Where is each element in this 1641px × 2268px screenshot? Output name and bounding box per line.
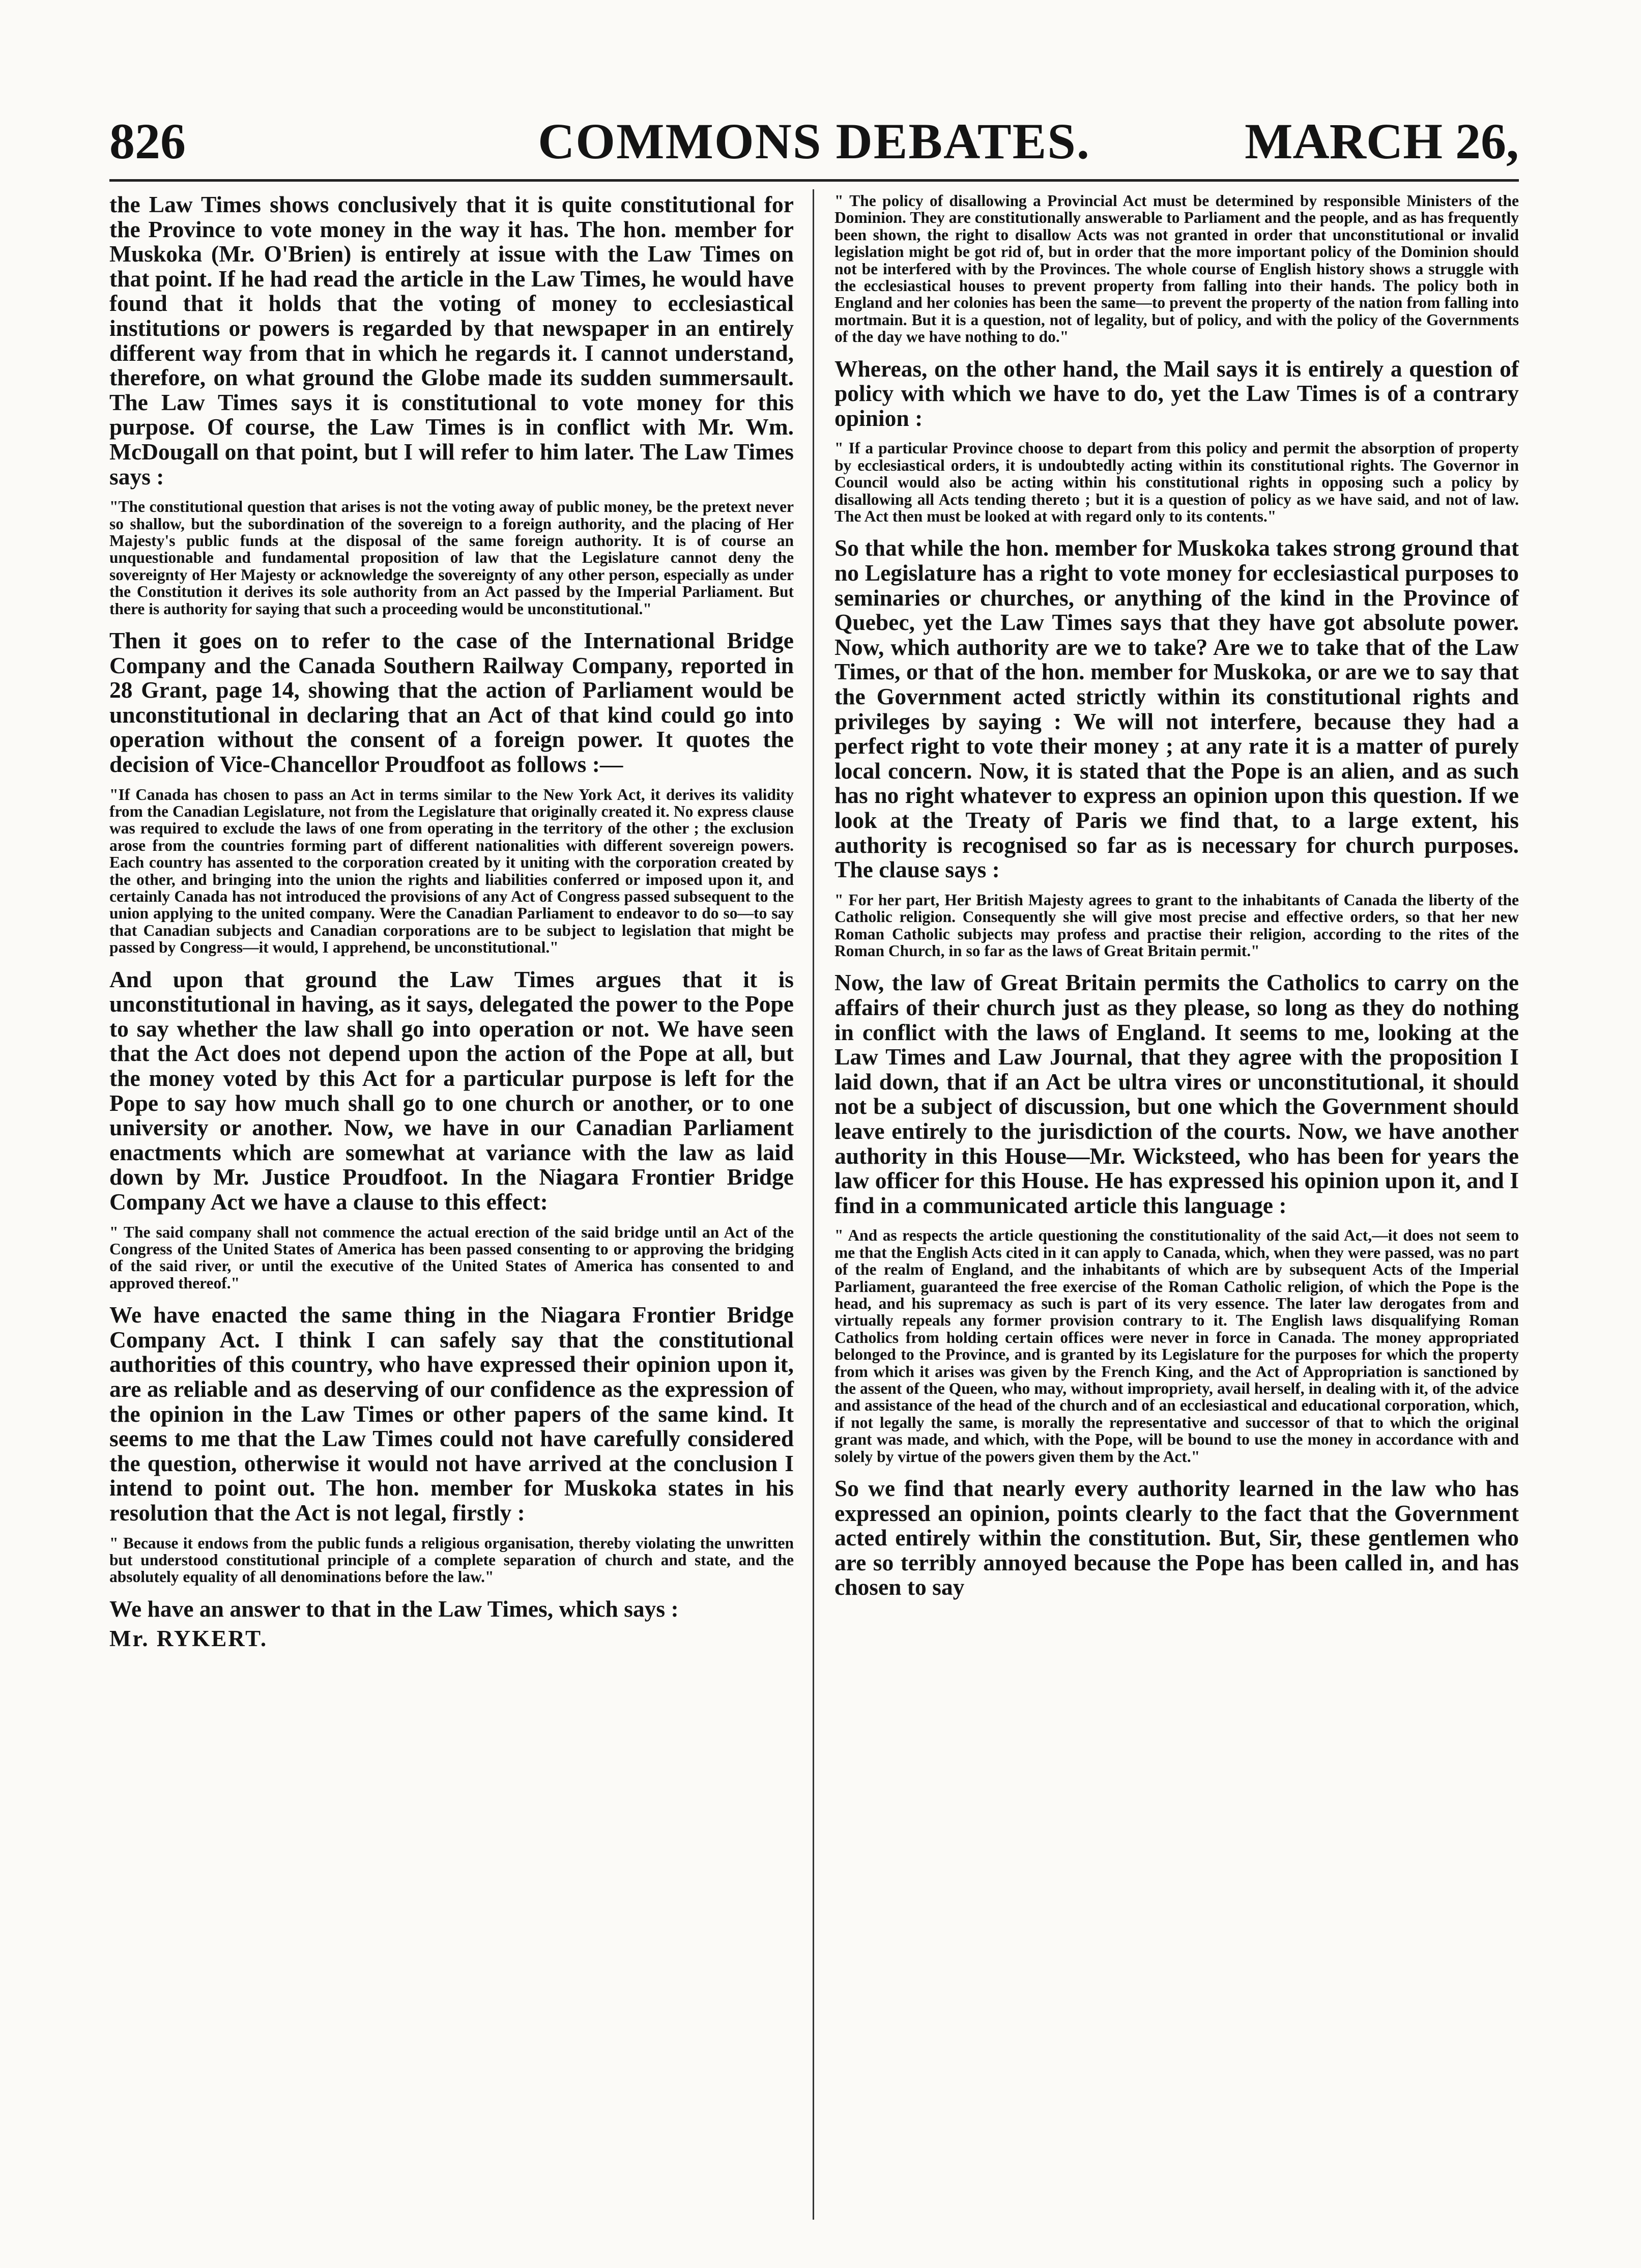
paragraph: Now, the law of Great Britain permits the Catholics to carry on the affairs of their church just as they please, so long as they do nothing in conflict with the laws of England. It seems to me, looking at the Law Times and Law Journal, that they agree with the proposition I laid down, that if an Act be ultra vires or unconstitutional, it should not be a subject of discussion, but one which the Government should leave entirely to the jurisdiction of the courts. Now, we have another authority in this House—Mr. Wicksteed, who has been for years the law officer for this House. He has expressed his opinion upon it, and I find in a communicated article this language :	[834, 969, 1519, 1218]
page-number: 826	[109, 113, 186, 169]
page-date: MARCH 26,	[1245, 113, 1519, 169]
paragraph: Whereas, on the other hand, the Mail says it is entirely a question of policy with which we have to do, yet the Law Times is of a contrary opinion :	[834, 355, 1519, 431]
publication-title: COMMONS DEBATES.	[538, 113, 1090, 169]
paragraph: Then it goes on to refer to the case of the International Bridge Company and the Canada Southern Railway Company, reported in 28 Grant, page 14, showing that the action of Parliament would be unconstitutional in declaring that an Act of that kind could go into operation without the consent of a foreign power. It quotes the decision of Vice-Chancellor Proudfoot as follows :—	[109, 627, 794, 777]
block-quote: " If a particular Province choose to depart from this policy and permit the absorption of property by ecclesiastical orders, it is undoubtedly acting within its constitutional rights. The Governor in Council would also be acting within his constitutional rights in opposing such a policy by disallowing all Acts tending thereto ; but it is a question of policy as we have said, and not of law. The Act then must be looked at with regard only to its contents."	[834, 439, 1519, 526]
paragraph: the Law Times shows conclusively that it is quite constitutional for the Province to vote money in the way it has. The hon. member for Muskoka (Mr. O'Brien) is entirely at issue with the Law Times on that point. If he had read the article in the Law Times, he would have found that it holds that the voting of money to ecclesiastical institutions or powers is regarded by that newspaper in an entirely different way from that in which he regards it. I cannot understand, therefore, on what ground the Globe made its sudden summersault. The Law Times says it is constitutional to vote money for this purpose. Of course, the Law Times is in conflict with Mr. Wm. McDougall on that point, but I will refer to him later. The Law Times says :	[109, 191, 794, 490]
speaker-name: Mr. RYKERT.	[109, 1626, 268, 1652]
page-header	[109, 102, 1519, 178]
paragraph: And upon that ground the Law Times argues that it is unconstitutional in having, as it says, delegated the power to the Pope to say whether the law shall go into operation or not. We have seen that the Act does not depend upon the action of the Pope at all, but the money voted by this Act for a particular purpose is left for the Pope to say how much shall go to one church or another, or to one university or another. Now, we have in our Canadian Parliament enactments which are somewhat at variance with the law as laid down by Mr. Justice Proudfoot. In the Niagara Frontier Bridge Company Act we have a clause to this effect:	[109, 966, 794, 1215]
left-column	[109, 192, 794, 1652]
block-quote: " The policy of disallowing a Provincial Act must be determined by responsible Ministers of the Dominion. They are constitutionally answerable to Parliament and the people, and as has frequently been shown, the right to disallow Acts was not granted in order that unconstitutional or invalid legislation might be got rid of, but in order that the more important policy of the Dominion should not be interfered with by the Provinces. The whole course of English history shows a struggle with the ecclesiastical houses to prevent property from falling into their hands. The policy both in England and her colonies has been the same—to prevent the property of the nation from falling into mortmain. But it is a question, not of legality, but of policy, and with the policy of the Governments of the day we have nothing to do."	[834, 192, 1519, 346]
paragraph: We have enacted the same thing in the Niagara Frontier Bridge Company Act. I think I can safely say that the constitutional authorities of this country, who have expressed their opinion upon it, are as reliable and as deserving of our confidence as the expression of the opinion in the Law Times or other papers of the same kind. It seems to me that the Law Times could not have carefully considered the question, otherwise it would not have arrived at the conclusion I intend to point out. The hon. member for Muskoka states in his resolution that the Act is not legal, firstly :	[109, 1302, 794, 1526]
block-quote: " For her part, Her British Majesty agrees to grant to the inhabitants of Canada the liberty of the Catholic religion. Consequently she will give most precise and effective orders, so that her new Roman Catholic subjects may profess and practise their religion, according to the rites of the Roman Church, in so far as the laws of Great Britain permit."	[834, 891, 1519, 960]
block-quote: " Because it endows from the public funds a religious organisation, thereby violating the unwritten but understood constitutional principle of a complete separation of church and state, and the absolutely equality of all denominations before the law."	[109, 1534, 794, 1586]
header-rule	[109, 179, 1519, 182]
block-quote: "If Canada has chosen to pass an Act in terms similar to the New York Act, it derives its validity from the Canadian Legislature, not from the Legislature that originally created it. No express clause was required to exclude the laws of one from operating in the territory of the other ; the exclusion arose from the countries forming part of different nationalities with different sovereign powers. Each country has assented to the corporation created by it uniting with the corporation created by the other, and bringing into the union the rights and liabilities conferred or imposed upon it, and certainly Canada has not introduced the provisions of any Act of Congress passed subsequent to the union applying to the united company. Were the Canadian Parliament to endeavor to do so—to say that Canadian subjects and Canadian corporations are to be subject to legislation that might be passed by Congress—it would, I apprehend, be unconstitutional."	[109, 785, 794, 957]
block-quote: " And as respects the article questioning the constitutionality of the said Act,—it does not seem to me that the English Acts cited in it can apply to Canada, which, when they were passed, was no part of the realm of England, and the inhabitants of which are by subsequent Acts of the Imperial Parliament, guaranteed the free exercise of the Roman Catholic religion, of which the Pope is the head, and his supremacy as such is part of its very essence. The later law derogates from and virtually repeals any former provision contrary to it. The English laws disqualifying Roman Catholics from holding certain offices were never in force in Canada. The money appropriated belonged to the Province, and is granted by its Legislature for the purposes for which the property from which it arises was given by the French King, and the Act of Appropriation is sanctioned by the assent of the Queen, who may, without impropriety, avail herself, in dealing with it, of the advice and assistance of the head of the church and of an ecclesiastical and educational corporation, which, if not legally the same, is morally the representative and successor of that to which the original grant was made, and which, with the Pope, will be bound to use the money in accordance with and solely by virtue of the powers given them by the Act."	[834, 1226, 1519, 1466]
paragraph: So that while the hon. member for Muskoka takes strong ground that no Legislature has a right to vote money for ecclesiastical purposes to seminaries or churches, or anything of the kind in the Province of Quebec, yet the Law Times says that they have got absolute power. Now, which authority are we to take? Are we to take that of the Law Times, or that of the hon. member for Muskoka, or are we to say that the Government acted strictly within its constitutional rights and privileges by saying : We will not interfere, because they had a perfect right to vote their money ; at any rate it is a matter of purely local concern. Now, it is stated that the Pope is an alien, and as such has no right whatever to express an opinion upon this question. If we look at the Treaty of Paris we find that, to a large extent, his authority is recognised so far as is necessary for church purposes. The clause says :	[834, 535, 1519, 883]
paragraph: We have an answer to that in the Law Times, which says :	[109, 1595, 679, 1622]
block-quote: "The constitutional question that arises is not the voting away of public money, be the pretext never so shallow, but the subordination of the sovereign to a foreign authority, and the placing of Her Majesty's public funds at the disposal of the same foreign authority. It is of course an unquestionable and fundamental proposition of law that the Legislature cannot deny the sovereignty of Her Majesty or acknowledge the sovereignty of any other person, especially as under the Constitution it derives its sole authority from an Act passed by the Imperial Parliament. But there is authority for saying that such a proceeding would be unconstitutional."	[109, 498, 794, 618]
block-quote: " The said company shall not commence the actual erection of the said bridge until an Act of the Congress of the United States of America has been passed consenting to or approving the bridging of the said river, or until the executive of the United States of America has consented to and approved thereof."	[109, 1223, 794, 1292]
column-divider	[813, 189, 814, 2220]
paragraph: So we find that nearly every authority learned in the law who has expressed an opinion, points clearly to the fact that the Government acted entirely within the constitution. But, Sir, these gentlemen who are so terribly annoyed because the Pope has been called in, and has chosen to say	[834, 1475, 1519, 1600]
right-column	[834, 192, 1519, 1604]
